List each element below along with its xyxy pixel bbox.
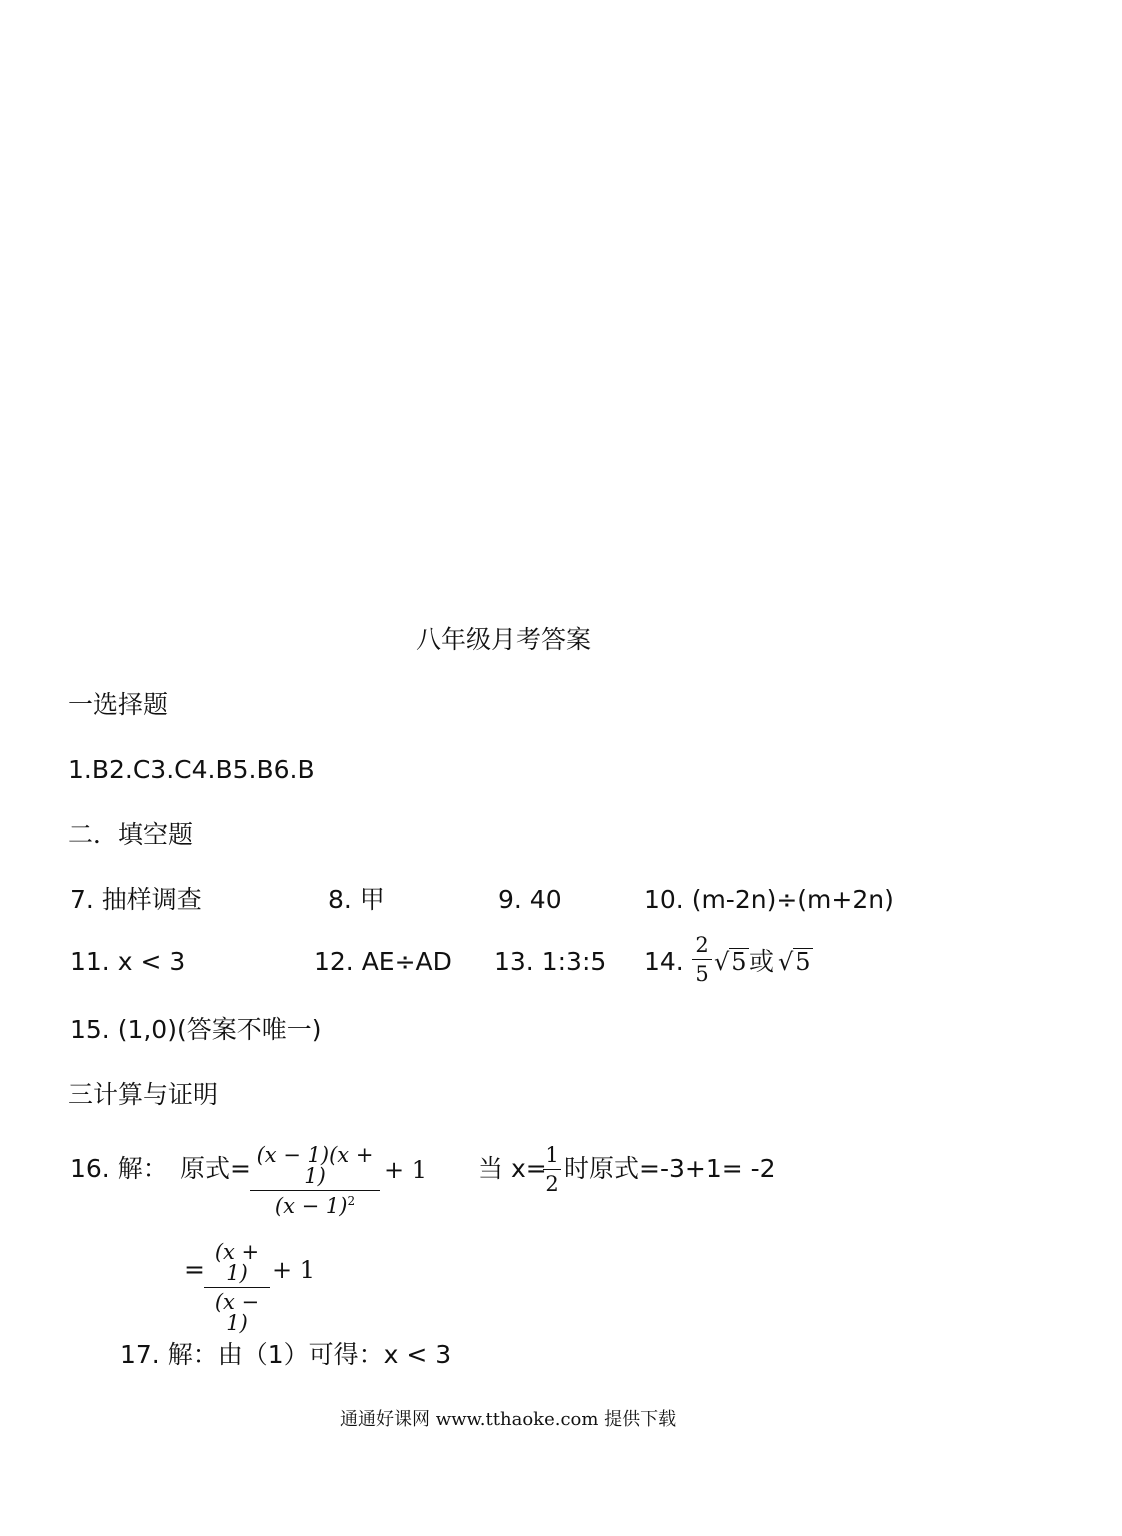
fraction-bar — [250, 1190, 380, 1191]
q16-when-result: 时原式=-3+1= -2 — [564, 1154, 776, 1183]
q14-radicand-2: 5 — [795, 948, 811, 976]
page-title: 八年级月考答案 — [416, 625, 592, 654]
answer-q7: 7. 抽样调查 — [70, 885, 202, 914]
q16-plus-one: + 1 — [384, 1156, 428, 1184]
answer-q13: 13. 1:3:5 — [494, 947, 607, 976]
fraction-bar — [204, 1287, 270, 1288]
q16-frac1-num: (x − 1)(x + 1) — [256, 1143, 374, 1188]
section-heading-fill: 二．填空题 — [68, 820, 194, 849]
q14-or: 或 — [749, 947, 775, 976]
answer-q11: 11. x < 3 — [70, 947, 186, 976]
q16-frac2-den: (x − 1) — [214, 1290, 260, 1335]
q16-frac1-den: (x − 1) — [274, 1194, 348, 1218]
answer-q14-label: 14. — [644, 947, 684, 976]
section-heading-choice: 一选择题 — [68, 690, 169, 719]
q16-fraction-2 — [204, 1242, 270, 1334]
q16-when-label: 当 x= — [478, 1154, 547, 1183]
q16-fraction-1 — [250, 1145, 380, 1217]
q14-sqrt-1 — [714, 948, 749, 974]
q16-equals: = — [184, 1255, 205, 1284]
answer-q12: 12. AE÷AD — [314, 947, 452, 976]
q16-frac1-den-wrap — [250, 1195, 380, 1217]
q16-when-num: 1 — [545, 1143, 559, 1167]
q16-plus-one-2: + 1 — [272, 1256, 316, 1284]
section-heading-calc: 三计算与证明 — [68, 1080, 219, 1109]
q14-fraction — [692, 935, 712, 985]
fraction-bar — [692, 959, 712, 960]
q17-answer: 17. 解：由（1）可得：x < 3 — [120, 1340, 452, 1369]
radical-sign-icon: √ — [714, 948, 730, 976]
fraction-bar — [543, 1169, 561, 1170]
answer-q15: 15. (1,0)(答案不唯一) — [70, 1015, 322, 1044]
answer-q9: 9. 40 — [498, 885, 562, 914]
answer-q8: 8. 甲 — [328, 885, 385, 914]
q14-radicand-1: 5 — [731, 948, 747, 976]
q14-frac-num: 2 — [695, 933, 709, 957]
q16-frac1-den-exp: 2 — [347, 1194, 356, 1208]
q14-sqrt-2 — [778, 948, 813, 974]
answer-q10: 10. (m-2n)÷(m+2n) — [644, 885, 894, 914]
footer-source: 通通好课网 www.tthaoke.com 提供下载 — [340, 1409, 677, 1430]
radical-sign-icon: √ — [778, 948, 794, 976]
q16-when-den: 2 — [545, 1172, 559, 1196]
q16-label: 16. 解： — [70, 1154, 168, 1183]
q14-frac-den: 5 — [695, 962, 709, 986]
choice-answers: 1.B2.C3.C4.B5.B6.B — [68, 755, 315, 784]
q16-expr-label: 原式= — [180, 1154, 251, 1183]
q16-frac2-num: (x + 1) — [214, 1240, 260, 1285]
q16-when-fraction — [543, 1145, 561, 1195]
